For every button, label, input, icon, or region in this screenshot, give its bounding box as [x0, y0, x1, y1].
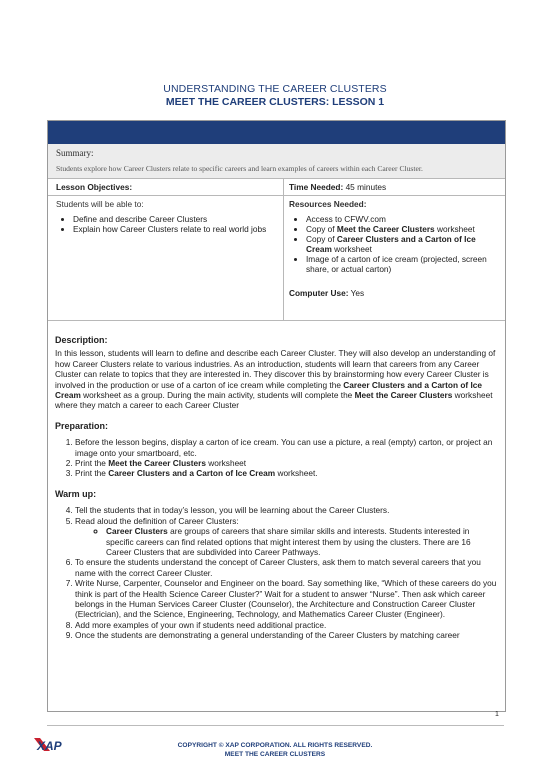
lesson-subtitle: MEET THE CAREER CLUSTERS: LESSON 1: [165, 96, 385, 108]
resource-text: worksheet: [331, 244, 372, 254]
lesson-plan-box: [47, 120, 506, 712]
preparation-item: 1. Before the lesson begins, display a carton of ice cream. You can use a picture, a real (empty) carton, or project an image onto your smartboard, etc.: [75, 437, 498, 458]
objectives-list: [56, 214, 277, 234]
footer-divider: [47, 725, 504, 726]
description-text: [55, 348, 498, 410]
resource-item: [306, 234, 499, 254]
warmup-list: [55, 505, 498, 640]
computer-use-label: Computer Use:: [289, 288, 349, 298]
header-bar: [48, 121, 505, 144]
objectives-column: [48, 179, 284, 320]
resource-text: Access to CFWV.com: [306, 214, 386, 224]
page-number: 1: [495, 711, 499, 718]
summary-label: Summary:: [56, 148, 94, 158]
description-bold: Career Clusters and a Carton of Ice Cream: [55, 379, 483, 401]
warmup-text: Read aloud the definition of Career Clusters:: [75, 515, 239, 526]
definition-term: Career Clusters: [106, 526, 168, 537]
warmup-item: 7. Write Nurse, Carpenter, Counselor and Engineer on the board. Say something like, “Which of these careers do you think is part of the Health Science Career Cluster?” Wait for a student to answer “Nurse”. Then ask which career belongs in the Human Services Career Cluster (Counselor), the Architecture and Construction Career Cluster (Electrician), and the Science, Engineering, Technology, and Mathematics Career Cluster (Engineer).: [75, 578, 498, 620]
description-heading: Description:: [55, 335, 108, 345]
resource-text: Image of a carton of ice cream (projected, screen share, or actual carton): [306, 254, 487, 274]
preparation-item: [75, 468, 498, 478]
resources-list: [289, 214, 499, 274]
time-value: 45 minutes: [343, 182, 387, 192]
logo-text: XAP: [37, 739, 62, 753]
copyright-text: COPYRIGHT © XAP CORPORATION. ALL RIGHTS RESERVED.: [177, 742, 373, 749]
time-label: Time Needed:: [289, 182, 344, 192]
resource-item: [306, 254, 499, 274]
preparation-heading: Preparation:: [55, 420, 109, 431]
resource-text: Copy of: [306, 234, 337, 244]
definition-list: [92, 526, 498, 557]
prep-text: Print the: [75, 458, 109, 469]
footer-doc-title: MEET THE CAREER CLUSTERS: [224, 751, 326, 758]
resource-bold: Meet the Career Clusters: [336, 224, 435, 234]
resource-item: [306, 224, 499, 234]
warmup-item: 4. Tell the students that in today’s lesson, you will be learning about the Career Clusters.: [75, 505, 498, 515]
time-needed: [284, 182, 505, 196]
resource-item: [306, 214, 499, 224]
resource-bold: Career Clusters and a Carton of Ice Cream: [306, 234, 476, 254]
preparation-list: [55, 437, 498, 479]
computer-use-value: Yes: [348, 288, 365, 298]
description-part: worksheet where they match a career to each Career Cluster: [55, 390, 493, 411]
description-part: In this lesson, students will learn to define and describe each Career Cluster. They will also develop an understanding of how Career Clusters relate to various industries. As an introduction, students will learn that careers from any Career Cluster can relate to topics that they are interested in. They discover this by brainstorming how every Career Cluster is involved in the production or use of a carton of ice cream while completing the: [55, 348, 496, 390]
definition-text: are groups of careers that share similar skills and interests. Students interested in specific careers can find related options that might interest them by using the clusters. There are 16 Career Clusters that are subdivided into Career Pathways.: [106, 526, 471, 557]
warmup-item: [75, 516, 498, 558]
objectives-intro: Students will be able to:: [56, 199, 144, 209]
objectives-heading: Lesson Objectives:: [48, 182, 283, 196]
warmup-item: 6. To ensure the students understand the concept of Career Clusters, ask them to match several careers that you name with the correct Career Cluster.: [75, 557, 498, 578]
objective-item: • Explain how Career Clusters relate to real world jobs: [73, 224, 277, 234]
description-bold: Meet the Career Clusters: [354, 390, 453, 401]
warmup-item: 9. Once the students are demonstrating a general understanding of the Career Clusters by matching career: [75, 630, 498, 640]
preparation-item: [75, 458, 498, 468]
summary-text: Students explore how Career Clusters relate to specific careers and learn examples of careers within each Career Cluster.: [56, 164, 423, 173]
resource-text: worksheet: [434, 224, 475, 234]
warmup-item: 8. Add more examples of your own if students need additional practice.: [75, 620, 498, 630]
description-part: worksheet as a group. During the main activity, students will complete the: [80, 390, 355, 401]
prep-text: worksheet.: [275, 468, 318, 479]
warmup-heading: Warm up:: [55, 488, 97, 499]
computer-use: [289, 288, 499, 298]
objective-item: • Define and describe Career Clusters: [73, 214, 277, 224]
lesson-body: [48, 321, 505, 641]
prep-bold: Meet the Career Clusters: [108, 458, 206, 469]
objectives-resources-grid: [48, 179, 505, 321]
prep-text: worksheet: [205, 458, 247, 469]
prep-bold: Career Clusters and a Carton of Ice Cream: [108, 468, 276, 479]
resource-text: Copy of: [306, 224, 337, 234]
definition-item: [106, 526, 498, 557]
document-title: UNDERSTANDING THE CAREER CLUSTERS: [163, 83, 387, 95]
summary-section: [48, 144, 505, 179]
resources-heading: Resources Needed:: [289, 199, 367, 209]
resources-column: [284, 179, 505, 320]
prep-text: Print the: [75, 468, 109, 479]
